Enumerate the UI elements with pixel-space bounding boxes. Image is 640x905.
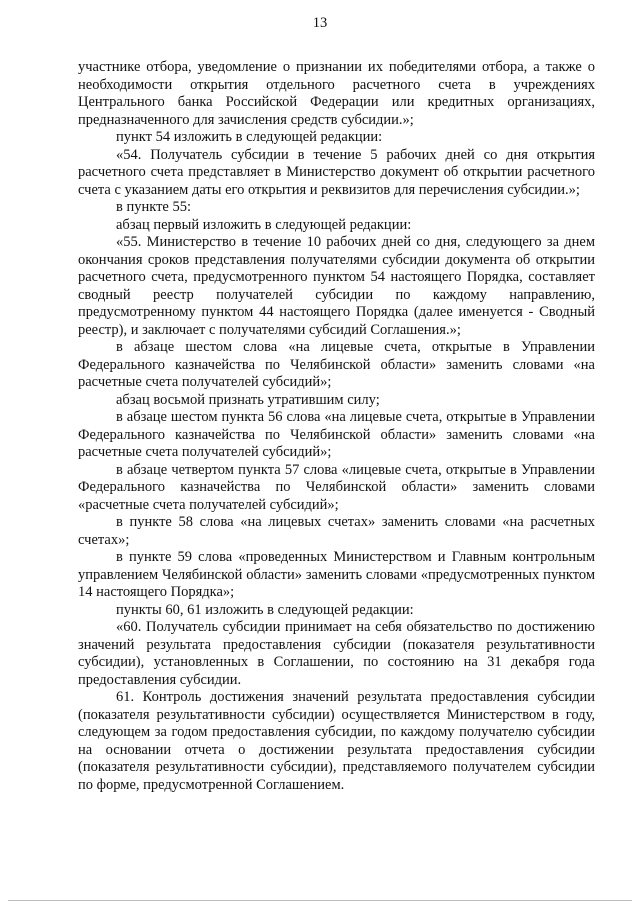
paragraph: абзац восьмой признать утратившим силу; <box>116 391 380 408</box>
paragraph: в абзаце четвертом пункта 57 слова «лицевые счета, открытые в Управлении Федерального казначейства по Челябинской области» заменить словами «расчетные счета получателей субсидий»; <box>78 461 595 513</box>
scan-edge-line <box>8 900 632 901</box>
paragraph: пункты 60, 61 изложить в следующей редакции: <box>116 601 414 618</box>
paragraph: в пункте 55: <box>116 199 192 215</box>
paragraph: «55. Министерство в течение 10 рабочих дней со дня, следующего за днем окончания сроков представления получателями субсидии документа об открытии расчетного счета, предусмотренного пунктом 54 настоящего Порядка, составляет сводный реестр получателей субсидии по каждому направлению, предусмотренному пунктом 44 настоящего Порядка (далее именуется - Сводный реестр), и заключает с получателями субсидий Соглашения.»; <box>78 234 595 338</box>
document-body <box>78 59 595 794</box>
paragraph: в абзаце шестом слова «на лицевые счета, открытые в Управлении Федерального казначейства по Челябинской области» заменить словами «на расчетные счета получателей субсидий»; <box>78 339 595 390</box>
paragraph: участнике отбора, уведомление о признании их победителями отбора, а также о необходимости открытия отдельного расчетного счета в учреждениях Центрального банка Российской Федерации или кредитных организациях, предназначенного для зачисления средств субсидии.»; <box>78 59 595 128</box>
paragraph: пункт 54 изложить в следующей редакции: <box>116 129 383 145</box>
paragraph: в пункте 58 слова «на лицевых счетах» заменить словами «на расчетных счетах»; <box>78 514 595 548</box>
paragraph: абзац первый изложить в следующей редакции: <box>116 216 412 233</box>
paragraph: в пункте 59 слова «проведенных Министерством и Главным контрольным управлением Челябинской области» заменить словами «предусмотренных пунктом 14 настоящего Порядка»; <box>78 549 595 600</box>
paragraph: в абзаце шестом пункта 56 слова «на лицевые счета, открытые в Управлении Федерального казначейства по Челябинской области» заменить словами «на расчетные счета получателей субсидий»; <box>78 409 595 460</box>
page-number: 13 <box>312 15 328 31</box>
paragraph: «54. Получатель субсидии в течение 5 рабочих дней со дня открытия расчетного счета представляет в Министерство документ об открытии расчетного счета с указанием даты его открытия и реквизитов для перечисления субсидии.»; <box>78 146 595 198</box>
paragraph: «60. Получатель субсидии принимает на себя обязательство по достижению значений результата предоставления субсидии (показателя результативности субсидии), установленных в Соглашении, по состоянию на 31 декабря года предоставления субсидии. <box>78 619 595 688</box>
paragraph: 61. Контроль достижения значений результата предоставления субсидии (показателя результативности субсидии) осуществляется Министерством в году, следующем за годом предоставления субсидии, по каждому получателю субсидии на основании отчета о достижении результата предоставления субсидии (показателя результативности субсидии), представляемого получателем субсидии по форме, предусмотренной Соглашением. <box>78 689 595 793</box>
